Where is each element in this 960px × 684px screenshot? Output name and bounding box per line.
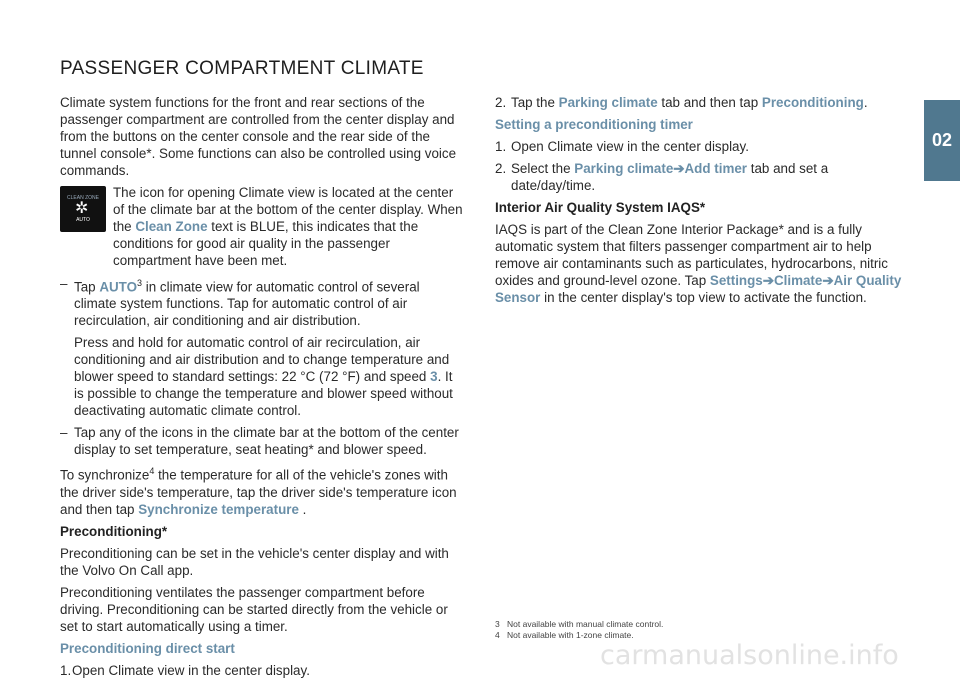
direct-step-2	[495, 94, 905, 111]
auto-label: AUTO	[99, 279, 138, 295]
footnote-number: 4	[495, 630, 500, 640]
preconditioning-paragraph-2: Preconditioning ventilates the passenger compartment before driving. Preconditioning can be started directly from the vehicle or set to start automatically using a timer.	[60, 584, 448, 634]
step2-text-b: tab and then tap	[657, 95, 762, 110]
bullet-auto	[60, 275, 465, 419]
step-text: Open Climate view in the center display.	[511, 139, 749, 154]
parking-climate-label: Parking climate	[574, 161, 674, 176]
icon-description	[60, 184, 465, 269]
timer-step2-text-a: Select the	[511, 161, 575, 176]
step-number: 2.	[495, 161, 507, 176]
iaqs-paragraph	[495, 221, 905, 306]
footnote-number: 3	[495, 619, 500, 629]
bullet1-p2-text-a: Press and hold for automatic control of air recirculation, air conditioning and air distribution and to change temperature and blower speed to standard settings: 22 °C (72 °F) and speed	[74, 335, 450, 385]
synchronize-temperature-label: Synchronize temperature	[138, 501, 299, 517]
arrow-right-icon: ➔	[822, 273, 834, 288]
step-number: 2.	[495, 95, 507, 110]
timer-heading: Setting a preconditioning timer	[495, 117, 693, 132]
preconditioning-heading: Preconditioning*	[60, 523, 168, 539]
footnote-ref-3: 3	[137, 278, 143, 288]
footnote-text: Not available with 1-zone climate.	[507, 630, 634, 640]
speed-value: 3	[430, 369, 438, 385]
bullet1-paragraph-2	[74, 334, 465, 419]
synchronize-paragraph	[60, 463, 465, 517]
timer-step2-text-b: tab and set a date/day/time.	[511, 161, 829, 193]
bullet1-p2-text-b: . It is possible to change the temperature and blower speed without deactivating automatic climate control.	[74, 369, 453, 419]
left-column	[60, 94, 465, 684]
bullet1-text-b: in climate view for automatic control of several climate system functions. Tap for automatic control of air recirculation, air conditioning and air distribution.	[74, 279, 420, 329]
step-number: 1.	[495, 139, 507, 154]
bullet-climate-bar: – Tap any of the icons in the climate bar at the bottom of the center display to set temperature, seat heating* and blower speed.	[60, 424, 465, 458]
add-timer-label: Add timer	[684, 161, 748, 176]
icon-text-1: The icon for opening Climate view is located at the center of the climate bar at the bottom of the center display. When the	[113, 185, 463, 234]
arrow-right-icon: ➔	[762, 273, 774, 288]
iaqs-heading: Interior Air Quality System IAQS*	[495, 200, 706, 215]
clean-zone-icon-label: CLEAN ZONE	[67, 195, 99, 201]
direct-step-1	[60, 662, 465, 679]
fan-icon: ✲	[75, 200, 89, 217]
timer-step-1	[495, 138, 905, 155]
page-title: PASSENGER COMPARTMENT CLIMATE	[60, 58, 424, 79]
bullet1-text-a: Tap	[74, 279, 100, 295]
right-column	[495, 94, 905, 311]
step-number: 1.	[60, 662, 72, 678]
step2-text-c: .	[863, 95, 868, 110]
preconditioning-paragraph-1: Preconditioning can be set in the vehicle's center display and with the Volvo On Call app.	[60, 545, 449, 578]
air-quality-sensor-label: Air Quality Sensor	[495, 273, 902, 305]
chapter-number: 02	[931, 130, 953, 150]
preconditioning-label: Preconditioning	[761, 95, 864, 110]
step2-text-a: Tap the	[511, 95, 559, 110]
auto-icon-label: AUTO	[76, 217, 90, 223]
iaqs-text-a: IAQS is part of the Clean Zone Interior Package* and is a fully automatic system that filters passenger compartment air to help remove air contaminants such as particulates, hydrocarbons, nitric oxides and ground-level ozone. Tap	[495, 222, 888, 288]
watermark: carmanualsonline.info	[600, 640, 899, 671]
climate-label: Climate	[773, 273, 823, 288]
step-text: Open Climate view in the center display.	[72, 662, 310, 678]
climate-view-icon	[60, 186, 106, 232]
direct-start-heading: Preconditioning direct start	[60, 640, 235, 656]
icon-text-2: text is BLUE, this indicates that the conditions for good air quality in the passenger compartment have been met.	[113, 219, 419, 268]
footnote-text: Not available with manual climate control.	[507, 619, 664, 629]
sync-text-b: the temperature for all of the vehicle's zones with the driver side's temperature, tap the driver side's temperature icon and then tap	[60, 467, 457, 517]
sync-text-a: To synchronize	[60, 467, 150, 483]
timer-step-2	[495, 160, 905, 194]
footnote-ref-4: 4	[149, 466, 155, 477]
sync-text-c: .	[298, 501, 307, 517]
footnote-3	[495, 619, 663, 630]
clean-zone-label: Clean Zone	[135, 219, 208, 234]
iaqs-text-b: in the center display's top view to activate the function.	[540, 290, 867, 305]
intro-paragraph: Climate system functions for the front and rear sections of the passenger compartment are controlled from the center display and from the buttons on the center console and the rear side of the tunnel console*. Some functions can also be controlled using voice commands.	[60, 95, 457, 178]
footnotes	[495, 619, 663, 641]
arrow-right-icon: ➔	[673, 161, 685, 176]
parking-climate-label: Parking climate	[558, 95, 658, 110]
settings-label: Settings	[709, 273, 763, 288]
chapter-tab[interactable]	[924, 100, 960, 181]
